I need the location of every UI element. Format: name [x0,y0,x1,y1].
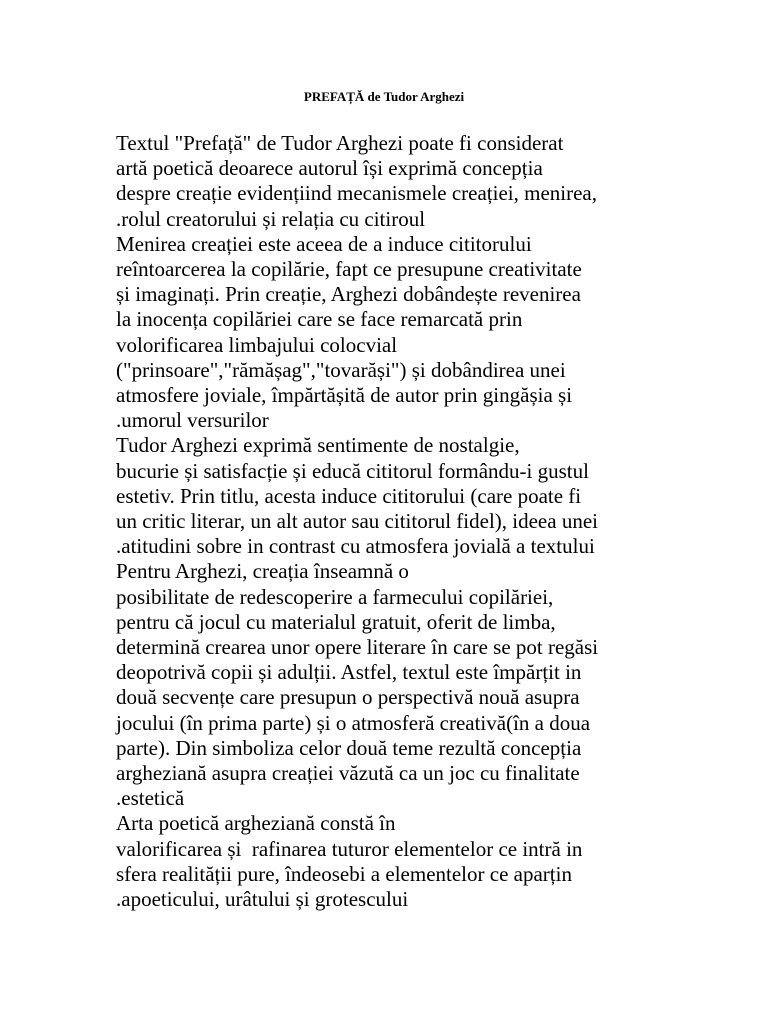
body-line: deopotrivă copii și adulții. Astfel, textul este împărțit in [116,660,582,685]
document-body [116,131,676,912]
body-line: atmosfere joviale, împărtășită de autor prin gingășia și [116,383,573,408]
body-line: posibilitate de redescoperire a farmecului copilăriei, [116,584,554,609]
body-line: argheziană asupra creației văzută ca un joc cu finalitate [116,761,580,786]
body-line: .apoeticului, urâtului și grotescului [116,887,409,912]
body-line: sfera realității pure, îndeosebi a elementelor ce aparțin [116,861,572,886]
body-line: ("prinsoare","rămășag","tovarăși") și dobândirea unei [116,357,566,382]
body-line: despre creație evidențiind mecanismele creației, menirea, [116,181,598,206]
body-line: pentru că jocul cu materialul gratuit, oferit de limba, [116,609,556,634]
body-line: .atitudini sobre in contrast cu atmosfera jovială a textului [116,534,595,559]
body-line: două secvențe care presupun o perspectivă nouă asupra [116,685,580,710]
body-line: parte). Din simboliza celor două teme rezultă concepția [116,735,582,760]
body-line: Arta poetică argheziană constă în [116,811,396,836]
body-line: volorificarea limbajului colocvial [116,332,398,357]
body-line: .estetică [116,786,185,811]
body-line: .rolul creatorului și relația cu citiroul [116,206,426,231]
body-line: jocului (în prima parte) și o atmosferă creativă(în a doua [116,710,591,735]
body-line: un critic literar, un alt autor sau cititorul fidel), ideea unei [116,509,598,534]
body-line: Menirea creației este aceea de a induce cititorului [116,231,532,256]
body-line: valorificarea și rafinarea tuturor elementelor ce intră in [116,836,583,861]
body-line: și imaginați. Prin creație, Arghezi dobândește revenirea [116,282,581,307]
body-line: la inocența copilăriei care se face remarcată prin [116,307,523,332]
document-title: PREFAȚĂ de Tudor Arghezi [303,89,465,104]
body-line: reîntoarcerea la copilărie, fapt ce presupune creativitate [116,257,582,282]
body-line: .umorul versurilor [116,408,269,433]
body-line: artă poetică deoarece autorul își exprimă concepția [116,156,543,181]
body-line: Pentru Arghezi, creația înseamnă o [116,559,409,584]
body-line: bucurie și satisfacție și educă cititorul formându-i gustul [116,458,589,483]
body-line: estetiv. Prin titlu, acesta induce cititorului (care poate fi [116,483,582,508]
body-line: determină crearea unor opere literare în care se pot regăsi [116,635,599,660]
body-line: Textul "Prefață" de Tudor Arghezi poate fi considerat [116,131,564,155]
body-line: Tudor Arghezi exprimă sentimente de nostalgie, [116,433,520,458]
